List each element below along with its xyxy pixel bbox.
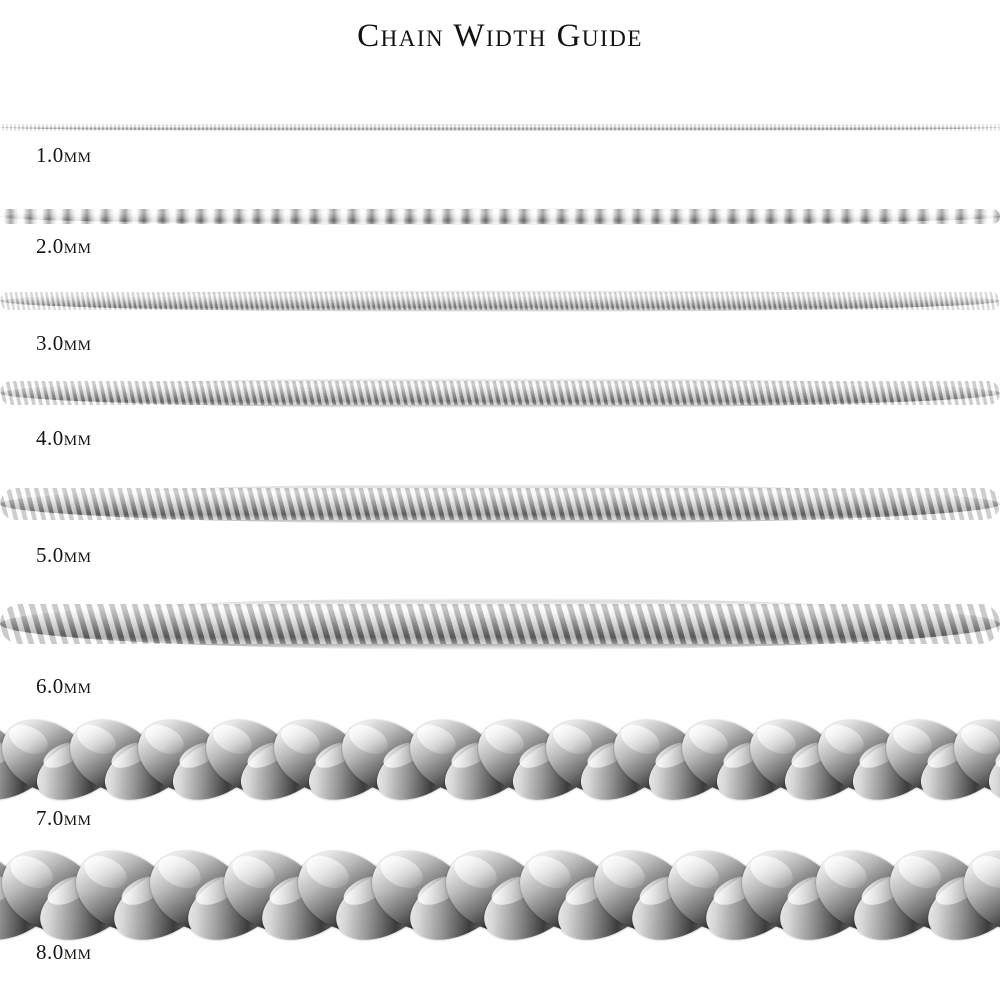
chain-sample-7-0mm	[0, 716, 1000, 802]
chain-width-label: 5.0mm	[36, 543, 92, 567]
chain-width-label: 6.0mm	[36, 674, 92, 698]
chain-width-label: 7.0mm	[36, 806, 92, 830]
chain-link-texture	[0, 209, 1000, 224]
chain-width-label: 3.0mm	[36, 331, 92, 355]
chain-width-label: 2.0mm	[36, 234, 92, 258]
chain-sample-8-0mm	[0, 846, 1000, 942]
chain-link-texture	[0, 381, 1000, 405]
rope-chain-graphic	[0, 846, 1000, 942]
chain-width-label: 1.0mm	[36, 143, 92, 167]
chain-sample-2-0mm	[0, 208, 1000, 244]
page-title: Chain Width Guide	[357, 18, 643, 54]
chain-sample-4-0mm	[0, 378, 1000, 424]
rope-chain-graphic	[0, 716, 1000, 802]
chain-link-texture	[0, 292, 1000, 310]
chain-sample-3-0mm	[0, 290, 1000, 330]
chain-link-texture	[0, 488, 1000, 520]
chain-sample-6-0mm	[0, 598, 1000, 664]
chain-sample-1-0mm	[0, 124, 1000, 158]
chain-link-texture	[0, 604, 1000, 644]
chain-width-label: 4.0mm	[36, 426, 92, 450]
chain-link-texture	[0, 124, 1000, 131]
chain-width-label: 8.0mm	[36, 940, 92, 964]
chain-sample-5-0mm	[0, 484, 1000, 538]
